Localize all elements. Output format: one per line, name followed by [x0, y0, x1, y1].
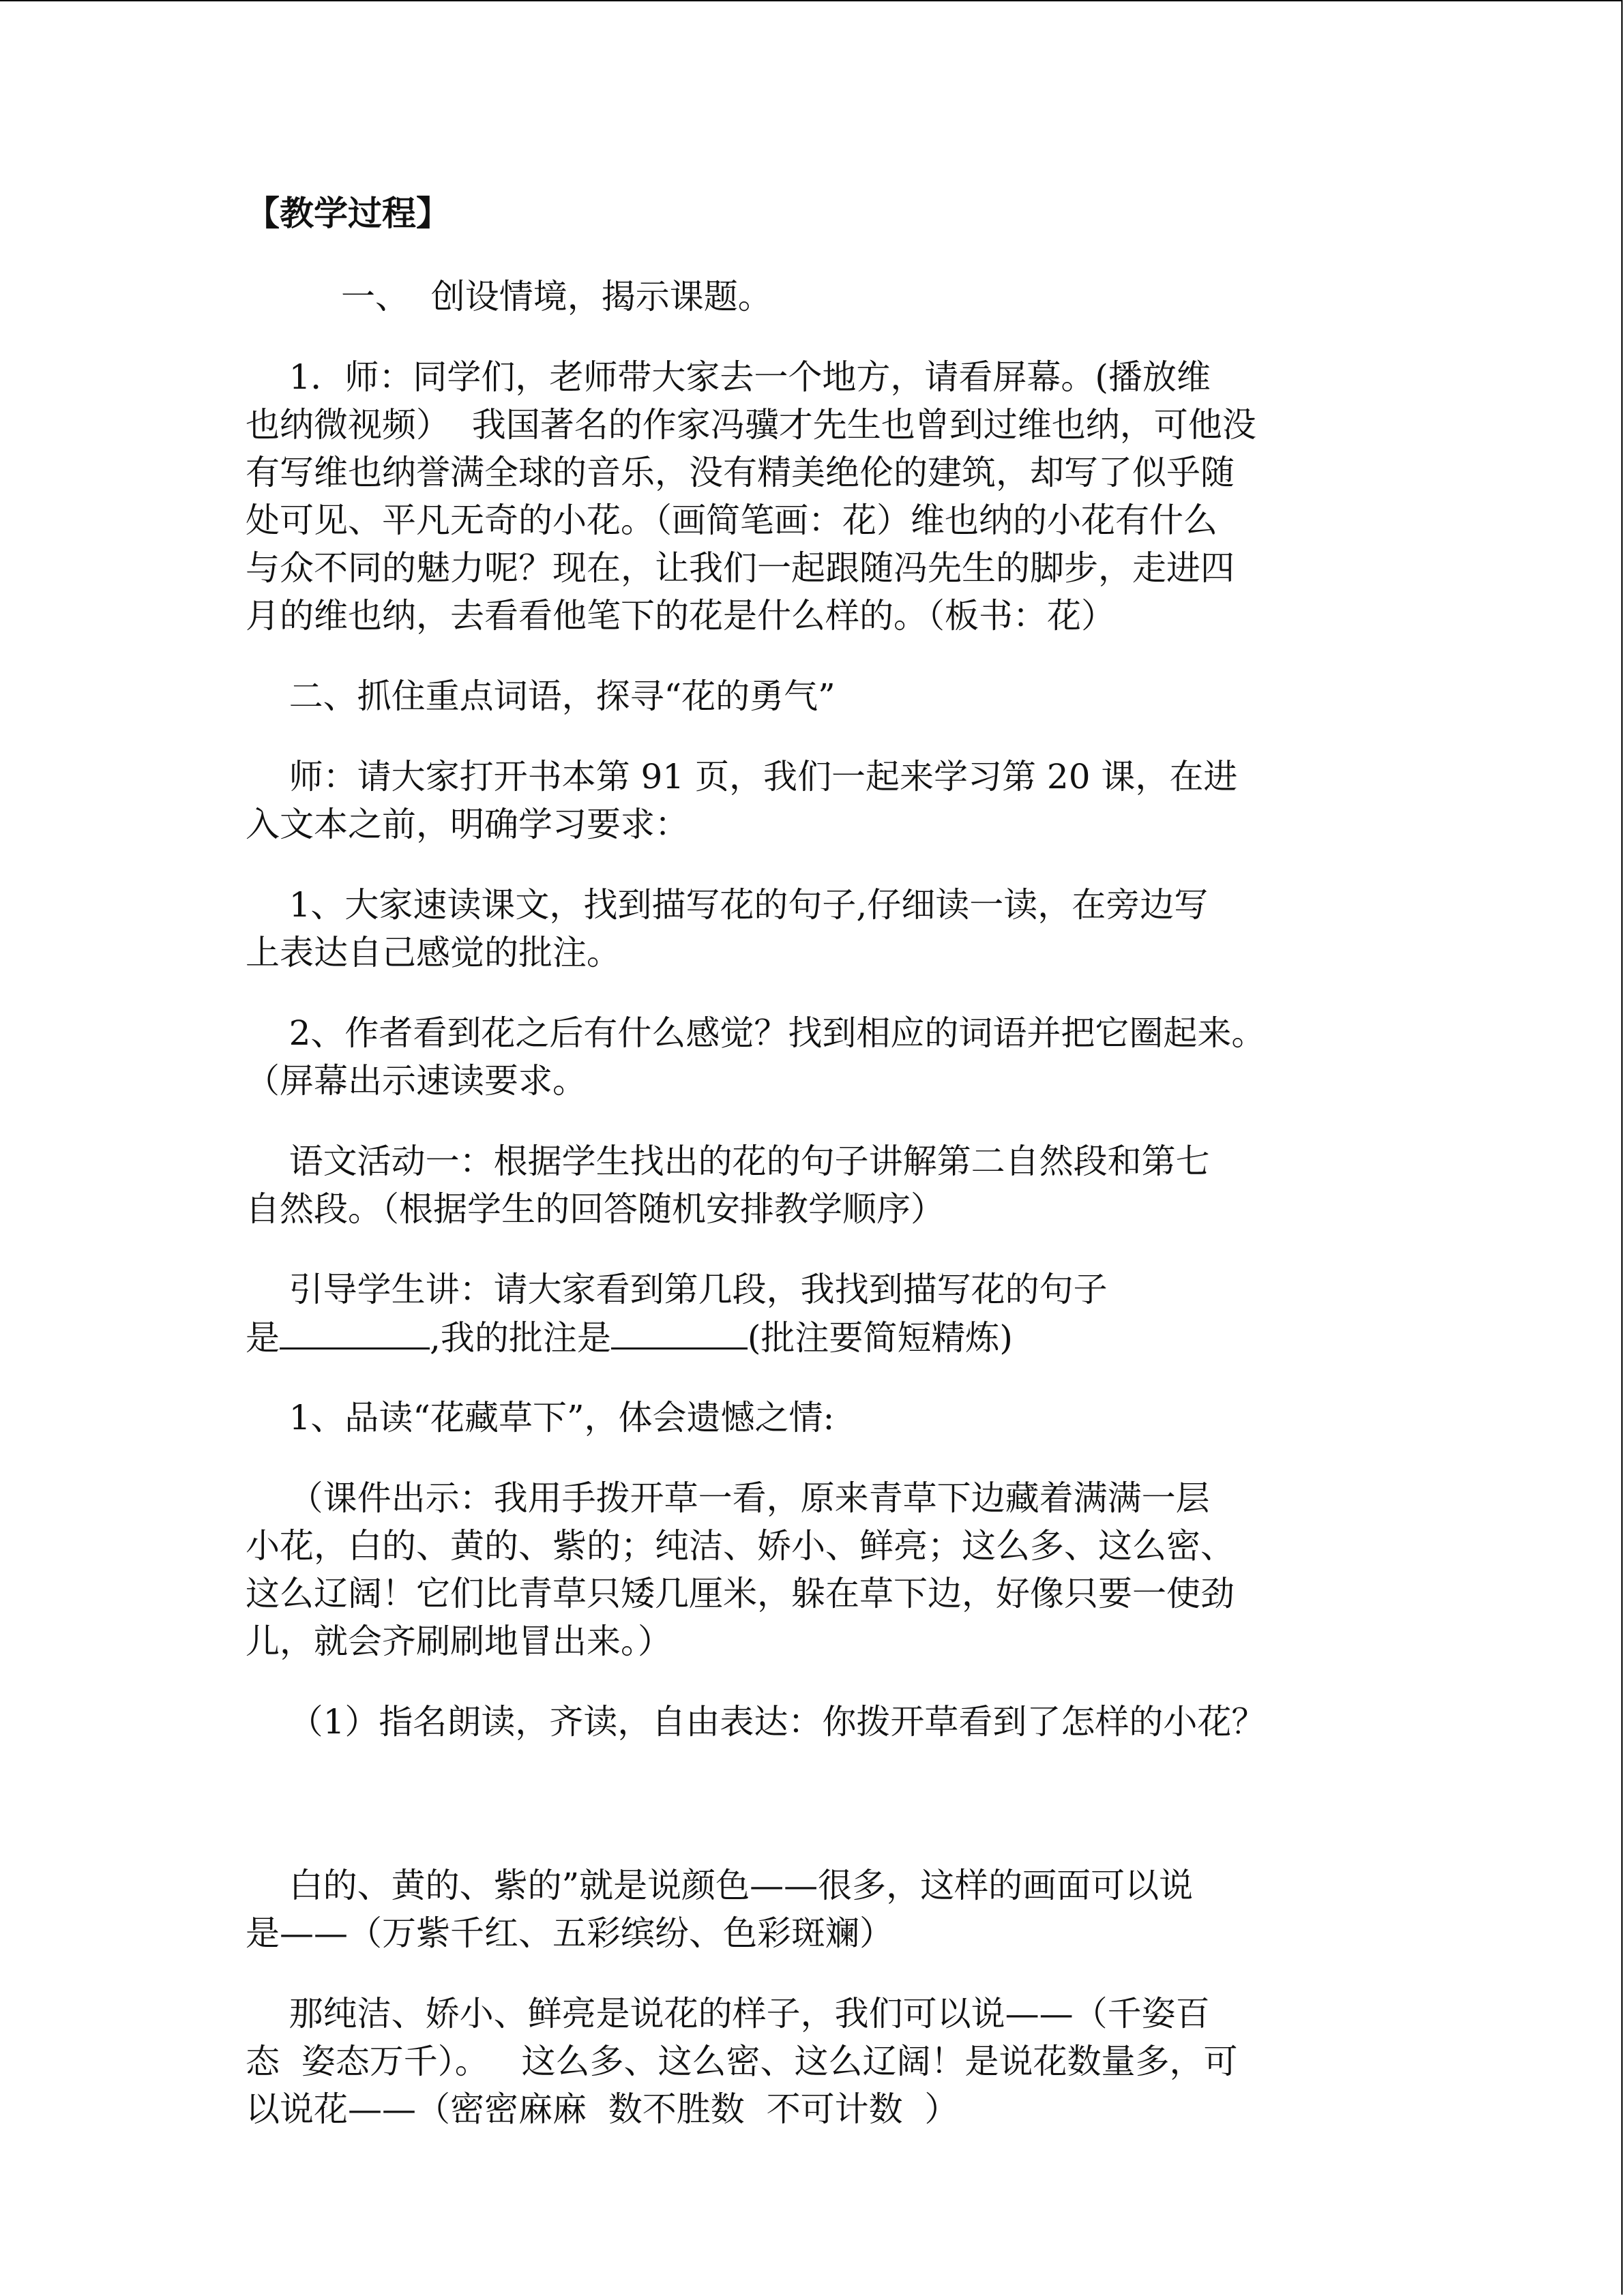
document-body	[246, 190, 1405, 2133]
paragraph-open-book: 师：请大家打开书本第 91 页，我们一起来学习第 20 课，在进 入文本之前，明确学习要求：	[246, 757, 1238, 844]
paragraph-shapes: 那纯洁、娇小、鲜亮是说花的样子，我们可以说——（千姿百 态 姿态万千）。 这么多、这么密、这么辽阔！是说花数量多，可 以说花——（密密麻麻 数不胜数 不可计数 ）	[246, 1994, 1238, 2129]
section-heading: 【教学过程】	[246, 194, 450, 233]
section1-title: 一、 创设情境，揭示课题。	[341, 277, 772, 316]
paragraph-courseware-quote: （课件出示：我用手拨开草一看，原来青草下边藏着满满一层 小花，白的、黄的、紫的；纯洁、娇小、鲜亮；这么多、这么密、 这么辽阔！它们比青草只矮几厘米，躲在草下边，好像只要一使劲 儿，就会齐刷刷地冒出来。）	[246, 1478, 1235, 1661]
paragraph-activity-1: 语文活动一：根据学生找出的花的句子讲解第二自然段和第七 自然段。（根据学生的回答随机安排教学顺序）	[246, 1142, 1210, 1229]
paragraph-requirement-1: 1、大家速读课文，找到描写花的句子,仔细读一读，在旁边写 上表达自己感觉的批注。	[246, 885, 1209, 972]
paragraph-read-flowers: 1、品读“花藏草下”，体会遗憾之情:	[246, 1398, 835, 1437]
paragraph-colors: 白的、黄的、紫的”就是说颜色——很多，这样的画面可以说 是——（万紫千红、五彩缤纷、色彩斑斓）	[246, 1866, 1194, 1953]
fill-blank-annotation	[611, 1313, 748, 1350]
paragraph-reading-task: （1）指名朗读，齐读，自由表达：你拨开草看到了怎样的小花？	[246, 1702, 1266, 1742]
section2-title: 二、抓住重点词语，探寻“花的勇气”	[246, 676, 836, 716]
paragraph-intro: 1．师：同学们，老师带大家去一个地方，请看屏幕。(播放维 也纳微视频） 我国著名的作家冯骥才先生也曾到过维也纳，可他没 有写维也纳誉满全球的音乐，没有精美绝伦的建筑，却写了似乎随 处可见、平凡无奇的小花。（画简笔画：花）维也纳的小花有什么 与众不同的魅力呢？现在，让我们一起跟随冯先生的脚步，走进四 月的维也纳，去看看他笔下的花是什么样的。（板书：花）	[246, 357, 1256, 636]
paragraph-requirement-2: 2、作者看到花之后有什么感觉？找到相应的词语并把它圈起来。 （屏幕出示速读要求。	[246, 1013, 1266, 1101]
fill-blank-sentence	[280, 1313, 430, 1350]
paragraph-guide: 引导学生讲：请大家看到第几段，我找到描写花的句子 是 ,我的批注是 (批注要简短精炼)	[246, 1270, 1108, 1358]
